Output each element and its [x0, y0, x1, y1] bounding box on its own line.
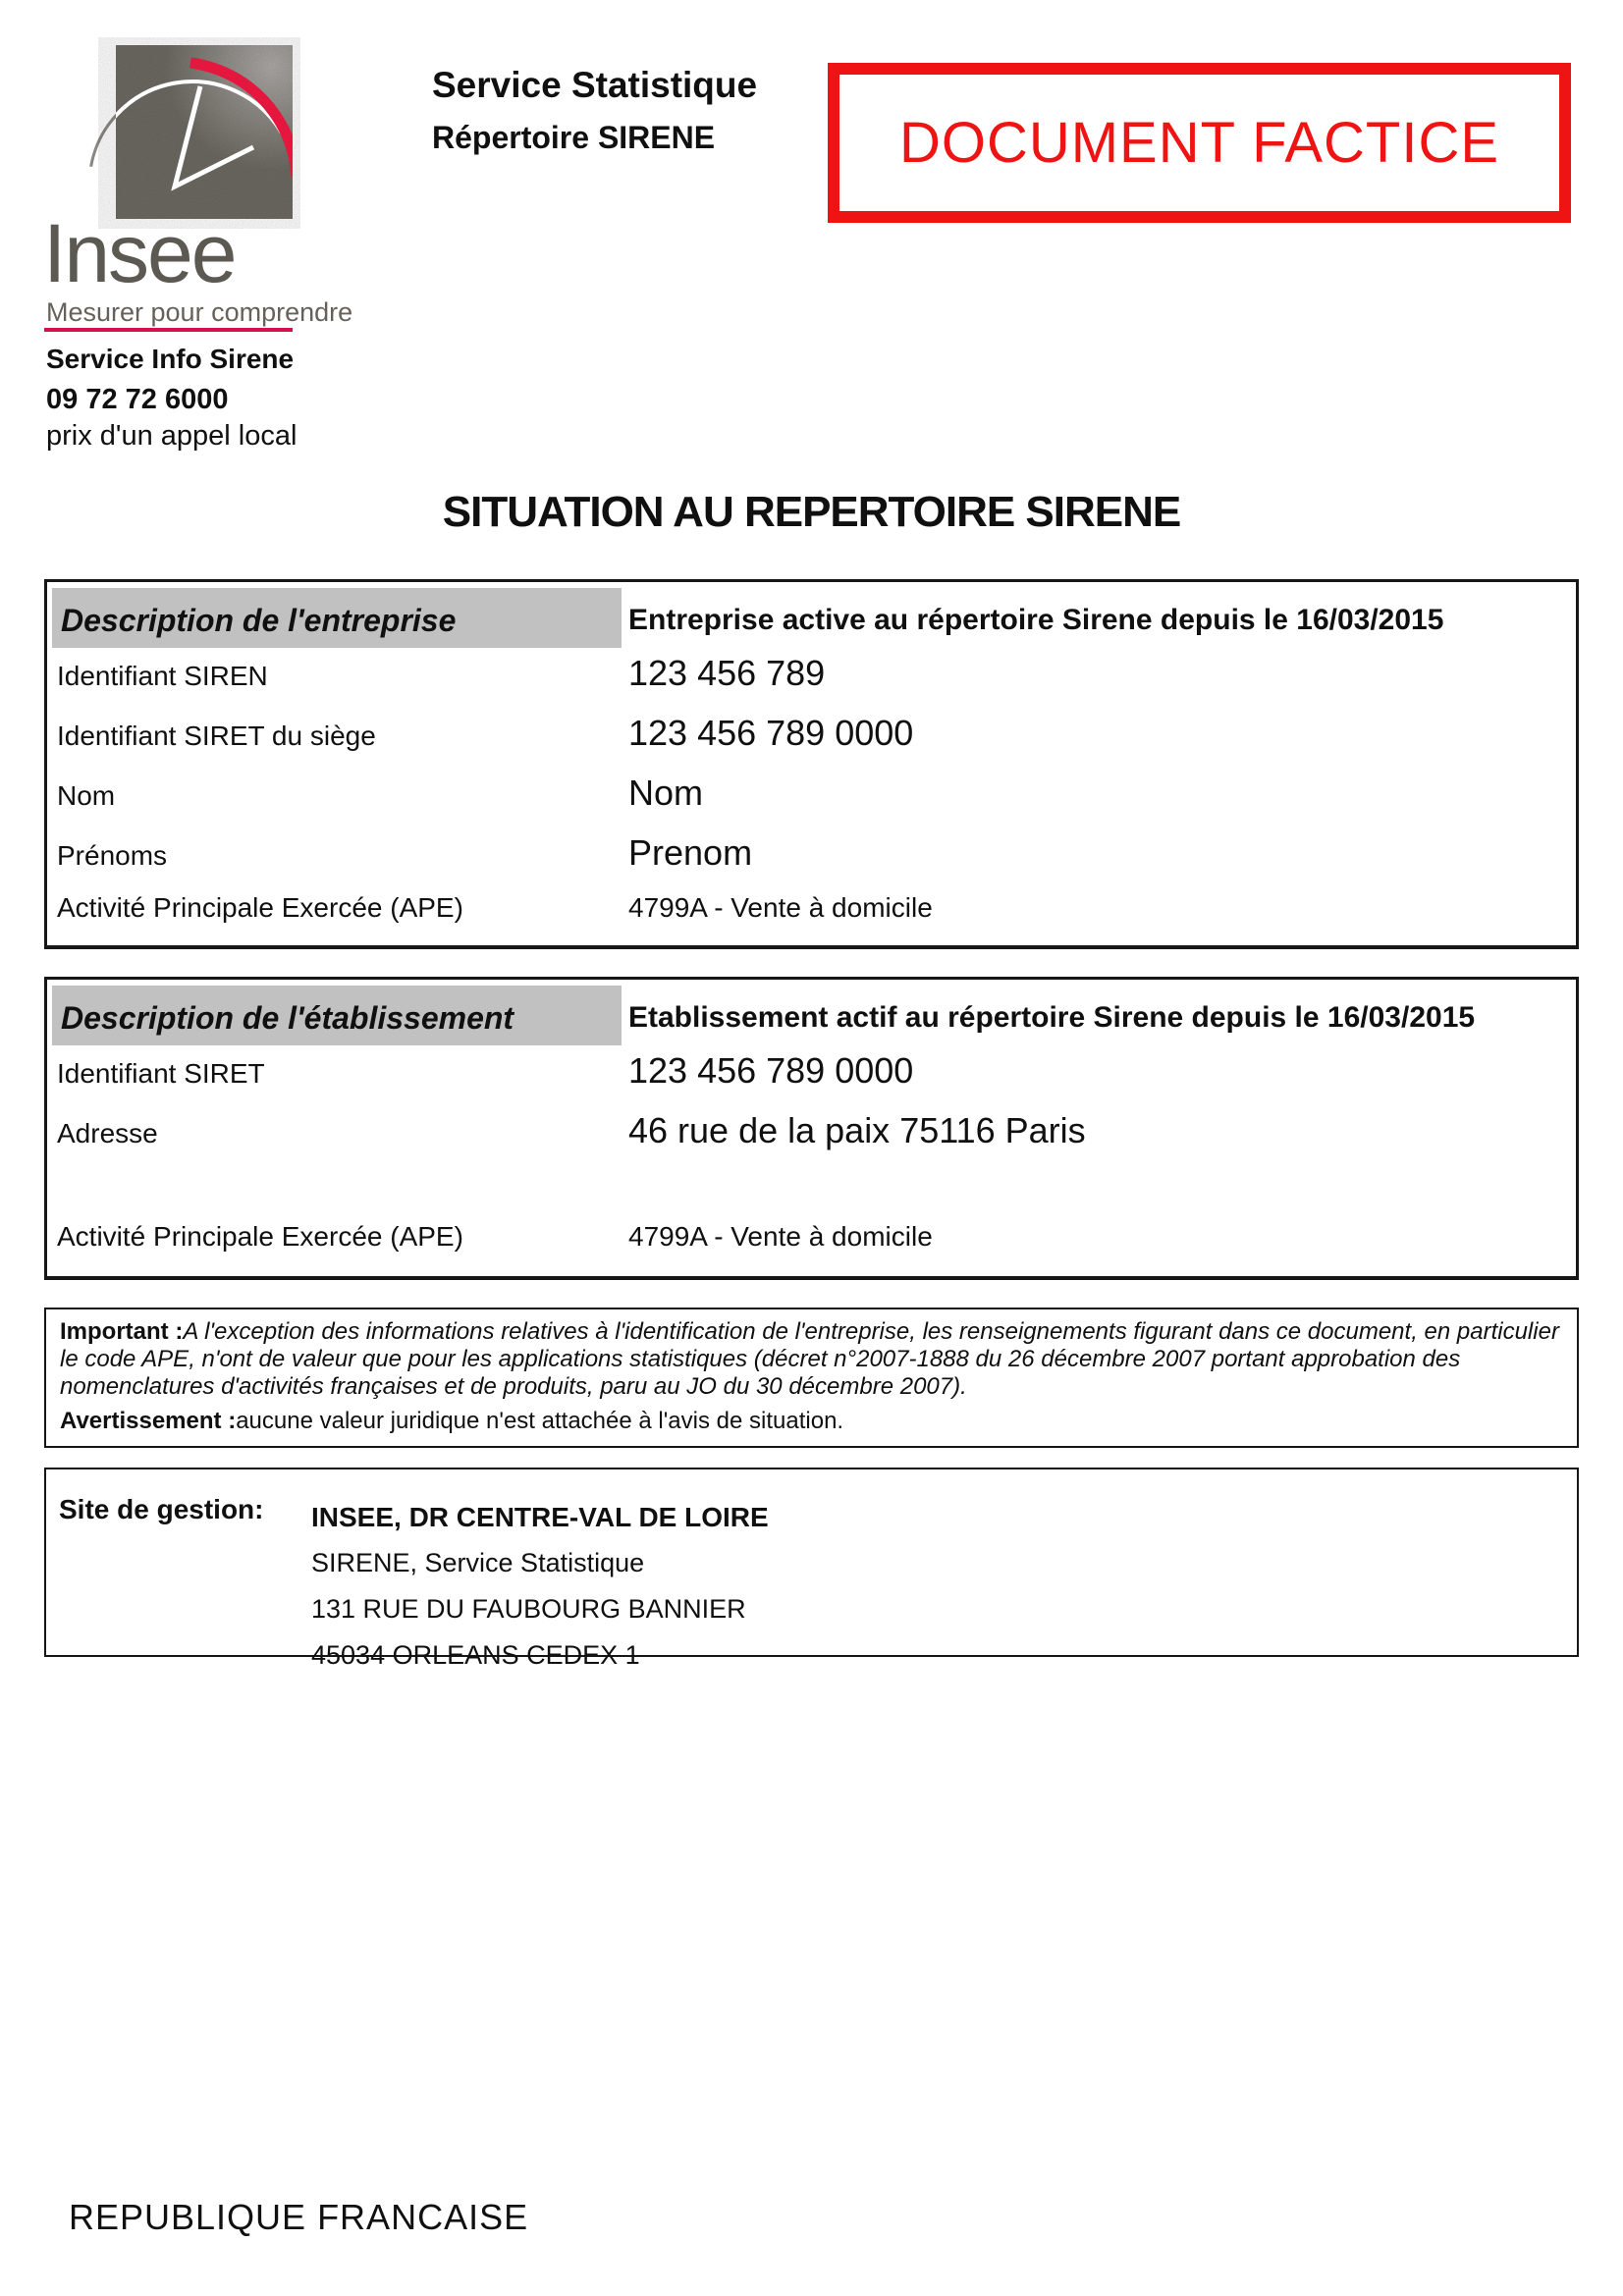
important-text: A l'exception des informations relatives à l'identification de l'entreprise, les renseignements figurant dans ce document, en particulier le code APE, n'ont de valeur que pour les applications statistiques (décret n°2007-1888 du 26 décembre 2007 portant approbation des nomenclatures d'activités françaises et de produits, paru au JO du 30 décembre 2007).	[60, 1318, 1559, 1400]
warning-label: Avertissement :	[60, 1408, 237, 1434]
row-value: 123 456 789	[628, 653, 826, 693]
table-row	[47, 653, 1576, 713]
table-row	[47, 892, 1576, 952]
row-spacer	[47, 1170, 1576, 1221]
etablissement-status: Etablissement actif au répertoire Sirene depuis le 16/03/2015	[628, 1001, 1476, 1034]
row-value: 4799A - Vente à domicile	[628, 1221, 933, 1252]
row-value: 4799A - Vente à domicile	[628, 892, 933, 923]
table-row	[47, 832, 1576, 892]
entreprise-table-header	[47, 582, 1576, 648]
site-gestion-line: INSEE, DR CENTRE-VAL DE LOIRE	[311, 1502, 769, 1532]
insee-tagline: Mesurer pour comprendre	[46, 297, 353, 327]
warning-text: aucune valeur juridique n'est attachée à l'avis de situation.	[236, 1408, 844, 1434]
warning-paragraph	[60, 1408, 1563, 1435]
row-label: Identifiant SIRET du siège	[57, 721, 376, 751]
row-label: Prénoms	[57, 840, 168, 871]
site-gestion-line: 131 RUE DU FAUBOURG BANNIER	[311, 1594, 746, 1624]
table-row	[47, 1221, 1576, 1281]
etablissement-rows	[47, 1045, 1576, 1281]
row-value: Prenom	[628, 832, 753, 873]
important-paragraph	[60, 1318, 1563, 1401]
row-label: Activité Principale Exercée (APE)	[57, 1221, 463, 1252]
entreprise-rows	[47, 648, 1576, 952]
row-label: Activité Principale Exercée (APE)	[57, 892, 463, 923]
site-gestion-line: SIRENE, Service Statistique	[311, 1548, 645, 1577]
document-factice-stamp	[828, 63, 1571, 223]
entreprise-section-cell	[52, 588, 622, 648]
etablissement-section-label: Description de l'établissement	[61, 1000, 514, 1036]
row-label: Adresse	[57, 1118, 158, 1148]
etablissement-table-header	[47, 980, 1576, 1045]
row-value: 123 456 789 0000	[628, 713, 914, 753]
entreprise-table	[44, 579, 1579, 949]
site-gestion-box	[44, 1468, 1579, 1670]
contact-phone: 09 72 72 6000	[46, 384, 229, 415]
document-factice-stamp-text: DOCUMENT FACTICE	[898, 111, 1500, 175]
contact-phone-note: prix d'un appel local	[46, 420, 298, 452]
etablissement-section-cell	[52, 986, 622, 1045]
legal-notice-box	[44, 1308, 1579, 1448]
site-gestion-line: 45034 ORLEANS CEDEX 1	[311, 1640, 640, 1670]
site-gestion-address	[311, 1494, 769, 1679]
row-value: 46 rue de la paix 75116 Paris	[628, 1110, 1086, 1150]
contact-service-name: Service Info Sirene	[46, 344, 295, 374]
insee-logo-wordmark: Insee	[43, 207, 236, 299]
insee-logo-graphic	[45, 37, 300, 229]
row-value: 123 456 789 0000	[628, 1050, 914, 1091]
site-gestion-label: Site de gestion:	[59, 1494, 264, 1524]
row-label: Identifiant SIRET	[57, 1058, 265, 1089]
row-label: Nom	[57, 780, 116, 811]
entreprise-status: Entreprise active au répertoire Sirene depuis le 16/03/2015	[628, 604, 1444, 636]
repertoire-sirene-heading: Répertoire SIRENE	[432, 120, 716, 155]
table-row	[47, 1110, 1576, 1170]
republique-francaise-footer: REPUBLIQUE FRANCAISE	[69, 2197, 529, 2237]
page-title: SITUATION AU REPERTOIRE SIRENE	[442, 488, 1181, 536]
etablissement-table	[44, 977, 1579, 1280]
service-statistique-heading: Service Statistique	[432, 65, 758, 105]
table-row	[47, 1050, 1576, 1110]
table-row	[47, 773, 1576, 832]
table-row	[47, 713, 1576, 773]
important-label: Important :	[60, 1318, 184, 1345]
row-value: Nom	[628, 773, 704, 813]
brand-rule	[44, 328, 293, 332]
row-label: Identifiant SIREN	[57, 661, 268, 691]
entreprise-section-label: Description de l'entreprise	[61, 603, 457, 638]
